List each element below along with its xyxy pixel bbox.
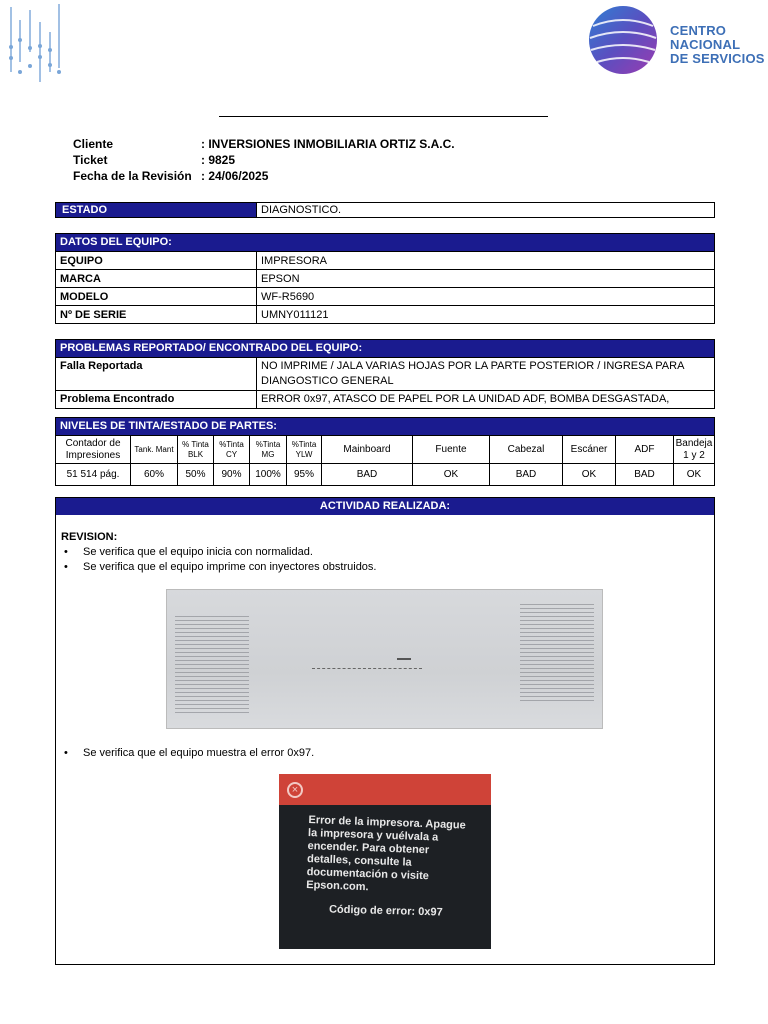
fecha-value: : 24/06/2025 — [201, 169, 269, 183]
list-item — [61, 560, 709, 575]
list-item — [61, 746, 314, 761]
table-cell: 50% — [178, 463, 214, 485]
niveles-grid — [56, 435, 714, 485]
nozzle-pattern-left — [175, 616, 249, 716]
table-cell: OK — [674, 463, 714, 485]
column-header: Contador de Impresiones — [56, 435, 131, 463]
problemas-title: PROBLEMAS REPORTADO/ ENCONTRADO DEL EQUIPO: — [56, 340, 714, 357]
table-cell: 60% — [131, 463, 178, 485]
cliente-value: : INVERSIONES INMOBILIARIA ORTIZ S.A.C. — [201, 137, 455, 151]
table-cell: 95% — [287, 463, 322, 485]
equipo-label: EQUIPO — [56, 252, 257, 269]
column-header: Tank. Mant — [131, 435, 178, 463]
cliente-label: Cliente — [73, 137, 114, 151]
table-row — [56, 269, 714, 287]
equipo-table — [55, 233, 715, 324]
niveles-title: NIVELES DE TINTA/ESTADO DE PARTES: — [56, 418, 714, 435]
encontrado-label: Problema Encontrado — [56, 391, 257, 408]
error-bar — [279, 774, 491, 805]
bullet-icon: • — [64, 546, 68, 558]
column-header: Escáner — [563, 435, 616, 463]
title-underline — [219, 116, 548, 117]
table-cell: BAD — [490, 463, 563, 485]
column-header: Bandeja 1 y 2 — [674, 435, 714, 463]
table-row — [56, 287, 714, 305]
estado-value: DIAGNOSTICO. — [261, 204, 342, 216]
marca-label: MARCA — [56, 270, 257, 287]
fecha-label: Fecha de la Revisión — [73, 169, 192, 183]
nozzle-pattern-right — [520, 604, 594, 704]
ticket-value: : 9825 — [201, 153, 236, 167]
bullet-text: Se verifica que el equipo muestra el error 0x97. — [83, 747, 315, 759]
column-header: %Tinta MG — [250, 435, 287, 463]
error-x-icon: × — [287, 782, 303, 798]
serie-label: Nº DE SERIE — [56, 306, 257, 323]
modelo-label: MODELO — [56, 288, 257, 305]
column-header: % Tinta BLK — [178, 435, 214, 463]
brand-line-1: CENTRO — [670, 23, 727, 38]
print-trace — [312, 668, 422, 669]
serie-value: UMNY011121 — [261, 309, 329, 321]
globe-logo-icon — [585, 4, 661, 76]
list-item — [61, 545, 709, 560]
brand-logo — [585, 4, 765, 76]
column-header: %Tinta CY — [214, 435, 250, 463]
printer-error-screen-photo — [279, 774, 491, 949]
bullet-text: Se verifica que el equipo imprime con inyectores obstruidos. — [83, 561, 377, 573]
brand-line-2: NACIONAL — [670, 37, 741, 52]
table-cell: 90% — [214, 463, 250, 485]
table-cell: BAD — [322, 463, 413, 485]
equipo-value: IMPRESORA — [261, 255, 328, 267]
table-cell: OK — [563, 463, 616, 485]
table-row — [56, 251, 714, 269]
problemas-table — [55, 339, 715, 409]
table-cell: BAD — [616, 463, 674, 485]
table-cell: OK — [413, 463, 490, 485]
modelo-value: WF-R5690 — [261, 291, 315, 303]
actividad-title: ACTIVIDAD REALIZADA: — [56, 498, 714, 515]
table-row — [56, 390, 714, 408]
error-message: Error de la impresora. Apague la impresora y vuélvala a encender. Para obtener detalles, consulte la documentación o visite Epson.com. — [306, 814, 466, 894]
print-sample-photo — [166, 589, 603, 729]
column-header: Mainboard — [322, 435, 413, 463]
ticket-label: Ticket — [73, 153, 108, 167]
table-row — [56, 357, 714, 390]
brand-line-3: DE SERVICIOS — [670, 51, 765, 66]
falla-label: Falla Reportada — [56, 358, 257, 390]
report-info — [73, 136, 455, 184]
circuit-decoration-icon — [6, 2, 64, 88]
bullet-text: Se verifica que el equipo inicia con normalidad. — [83, 546, 313, 558]
niveles-table — [55, 417, 715, 486]
table-row — [56, 305, 714, 323]
estado-label: ESTADO — [56, 203, 257, 217]
marca-value: EPSON — [261, 273, 300, 285]
column-header: Cabezal — [490, 435, 563, 463]
bullet-icon: • — [64, 747, 68, 759]
estado-table — [55, 202, 715, 218]
print-trace — [397, 658, 411, 660]
table-cell: 51 514 pág. — [56, 463, 131, 485]
table-cell: 100% — [250, 463, 287, 485]
column-header: %Tinta YLW — [287, 435, 322, 463]
encontrado-value: ERROR 0x97, ATASCO DE PAPEL POR LA UNIDAD ADF, BOMBA DESGASTADA, — [261, 393, 670, 405]
revision-heading: REVISION: — [61, 531, 118, 543]
error-code: Código de error: 0x97 — [328, 903, 443, 919]
bullet-icon: • — [64, 561, 68, 573]
equipo-title: DATOS DEL EQUIPO: — [56, 234, 714, 251]
column-header: Fuente — [413, 435, 490, 463]
actividad-section — [55, 497, 715, 965]
falla-value: NO IMPRIME / JALA VARIAS HOJAS POR LA PARTE POSTERIOR / INGRESA PARA DIANGOSTICO GENERAL — [261, 360, 684, 387]
column-header: ADF — [616, 435, 674, 463]
